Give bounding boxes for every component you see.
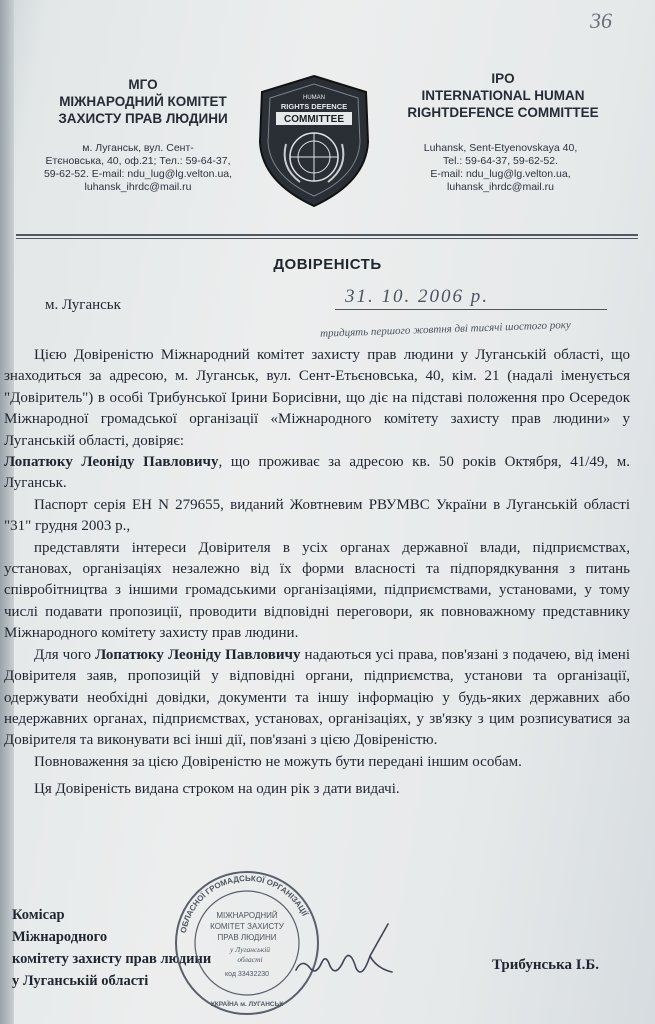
header-divider (16, 238, 638, 239)
trustee-name: Лопатюку Леоніду Павловичу (95, 646, 301, 663)
org-name-line: INTERNATIONAL HUMAN (421, 88, 585, 103)
org-name-english (378, 70, 628, 121)
stamp-text: УКРАЇНА м. ЛУГАНСЬК (210, 1001, 284, 1008)
stamp-text: КОМІТЕТ ЗАХИСТУ (210, 922, 284, 931)
paragraph: Цією Довіреністю Міжнародний комітет захисту прав людини у Луганській області, що знаходиться за адресою, м. Луганськ, вул. Сент-Етьєновська, 40, кім. 21 (надалі іменується "Довіритель") в особі Трибунської Ірини Борисівни, що діє на підставі положення про Осередок Міжнародної громадської організації «Міжнародного комітету захисту прав людини» у Луганській області, довіряє: (4, 347, 630, 449)
date-underline (335, 309, 607, 310)
trustee-name: Лопатюку Леоніду Павловичу (4, 454, 219, 471)
handwritten-signature (292, 918, 402, 988)
paragraph-text: надаються усі права, пов'язані з подачею, від імені Довірителя заяв, пропозицій у відповідні органи, підприємства, установи та організації, одержувати необхідні довідки, документи та іншу інформацію у будь-яких державних або недержавних органах, підприємствах, установах, організаціях, у зв'язку з цим розписуватися за Довірителя та виконувати всі інші дії, пов'язані з цією Довіреністю. (4, 646, 630, 749)
address-line: luhansk_ihrdc@mail.ru (447, 181, 554, 193)
document-body (4, 345, 630, 801)
signatory-line: Міжнародного (12, 929, 108, 945)
address-line: luhansk_ihrdc@mail.ru (84, 181, 192, 193)
handwritten-date-words: тридцять першого жовтня дві тисячі шостого року (319, 319, 572, 340)
paragraph: Повноваження за цією Довіреністю не можуть бути передані іншим особам. (34, 753, 522, 770)
org-abbrev: МГО (128, 77, 158, 92)
address-line: E-mail: ndu_lug@lg.velton.ua, (430, 168, 571, 180)
signatory-line: комітету захисту прав людини (12, 951, 212, 967)
paragraph-text: , що проживає за адресою кв. 50 років Октября, 41/49, м. Луганськ. (4, 454, 631, 492)
signatory-line: Комісар (12, 907, 65, 923)
signatory-line: у Луганській області (12, 973, 149, 989)
issue-city: м. Луганськ (45, 297, 121, 313)
paragraph: представляти інтереси Довірителя в усіх органах державної влади, підприємствах, установах, організаціях незалежно від їх форми власності та підпорядкування з питань співробітництва з іншими громадськими організаціями, підприємствами, установами, у тому числі подавати пропозиції, проводити відповідні переговори, як повноважному представнику Міжнародного комітету захисту прав людини. (4, 539, 630, 642)
stamp-code: код 33432230 (224, 971, 270, 978)
stamp-text: МІЖНАРОДНИЙ (216, 911, 278, 920)
address-line: Luhansk, Sent-Etyenovskaya 40, (423, 142, 578, 154)
paragraph: Ця Довіреність видана строком на один рік з дати видачі. (34, 781, 400, 798)
address-line: Етєновська, 40, оф.21; Тел.: 59-64-37, (45, 155, 231, 167)
signatory-name: Трибунська І.Б. (492, 957, 599, 973)
stamp-text: ПРАВ ЛЮДИНИ (217, 933, 277, 942)
org-name-line: ЗАХИСТУ ПРАВ ЛЮДИНИ (58, 111, 228, 126)
paragraph: Паспорт серія ЕН N 279655, виданий Жовтневим РВУМВС України в Луганській області "31" грудня 2003 р., (4, 496, 630, 535)
header-divider (16, 234, 638, 236)
stamp-ring-text: ОБЛАСНОЇ ГРОМАДСЬКОЇ ОРГАНІЗАЦІЇ (178, 873, 310, 934)
paragraph (4, 645, 630, 752)
address-line: м. Луганськ, вул. Сент- (82, 142, 194, 154)
paragraph-text: Для чого (34, 646, 96, 663)
document-title: ДОВІРЕНІСТЬ (273, 256, 382, 273)
org-name-ukrainian (28, 76, 258, 127)
emblem-text: HUMAN (303, 95, 325, 101)
address-line: Tel.: 59-64-37, 59-62-52. (443, 155, 558, 167)
page-number: 36 (590, 8, 612, 33)
org-address-english (393, 142, 608, 194)
paragraph (4, 452, 630, 495)
committee-emblem-icon (250, 72, 378, 210)
org-name-line: RIGHTDEFENCE COMMITTEE (407, 105, 599, 120)
org-abbrev: IPO (491, 71, 515, 86)
org-address-ukrainian (8, 142, 268, 194)
org-name-line: МІЖНАРОДНИЙ КОМІТЕТ (59, 94, 227, 109)
address-line: 59-62-52. E-mail: ndu_lug@lg.velton.ua, (43, 168, 233, 180)
emblem-text: COMMITTEE (284, 114, 344, 125)
handwritten-date: 31. 10. 2006 р. (345, 286, 489, 307)
stamp-text: у Луганській (229, 945, 271, 954)
stamp-text: області (237, 955, 263, 964)
emblem-text: RIGHTS DEFENCE (280, 102, 348, 111)
